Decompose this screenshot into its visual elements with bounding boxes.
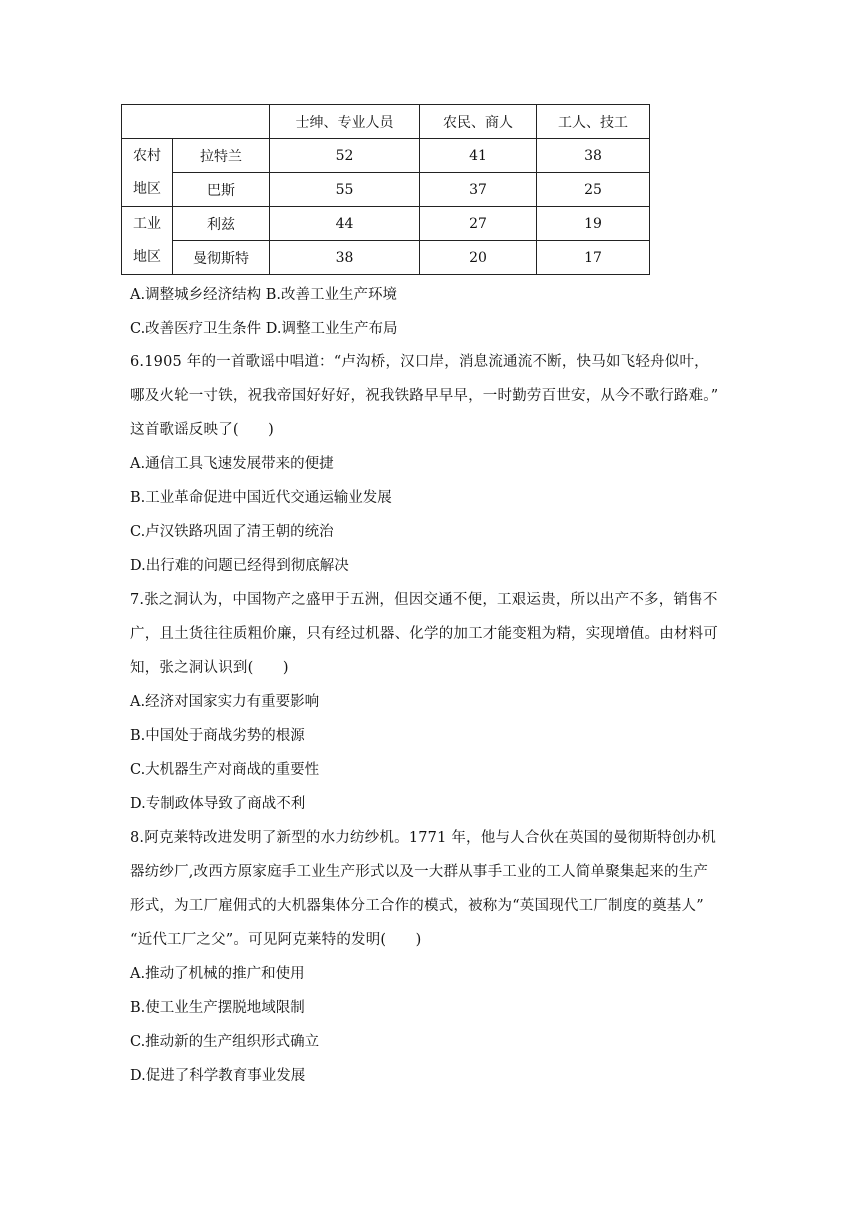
region-label: 地区 [133, 248, 161, 265]
region-label: 工业 [133, 215, 161, 232]
city-cell: 利兹 [173, 207, 270, 241]
value-cell: 19 [537, 207, 650, 241]
value-cell: 52 [270, 139, 420, 173]
q8-stem-line: 形式，为工厂雇佣式的大机器集体分工合作的模式，被称为“英国现代工厂制度的奠基人” [130, 898, 704, 914]
q7-option-d: D.专制政体导致了商战不利 [130, 796, 306, 812]
table-row [122, 139, 650, 173]
q5-options-line-1: A.调整城乡经济结构 B.改善工业生产环境 [130, 287, 397, 303]
city-cell: 巴斯 [173, 173, 270, 207]
value-cell: 20 [420, 241, 537, 275]
city-cell: 曼彻斯特 [173, 241, 270, 275]
q5-options-line-2: C.改善医疗卫生条件 D.调整工业生产布局 [130, 321, 398, 337]
q6-stem-line: 哪及火轮一寸铁，祝我帝国好好好，祝我铁路早早早，一时勤劳百世安，从今不歌行路难。” [130, 388, 719, 404]
q7-stem-line: 广，且土货往往质粗价廉，只有经过机器、化学的加工才能变粗为精，实现增值。由材料可 [130, 626, 718, 642]
q7-stem-line: 7.张之洞认为，中国物产之盛甲于五洲，但因交通不便，工艰运贵，所以出产不多，销售不 [130, 592, 718, 608]
q8-option-a: A.推动了机械的推广和使用 [130, 966, 305, 982]
value-cell: 38 [270, 241, 420, 275]
region-cell-industrial [122, 207, 173, 275]
q7-stem-line: 知，张之洞认识到( ) [130, 660, 289, 676]
table-header-cell: 士绅、专业人员 [270, 105, 420, 139]
value-cell: 37 [420, 173, 537, 207]
region-cell-rural [122, 139, 173, 207]
table-header-cell: 工人、技工 [537, 105, 650, 139]
q8-stem-line: “近代工厂之父”。可见阿克莱特的发明( ) [130, 932, 422, 948]
q6-option-b: B.工业革命促进中国近代交通运输业发展 [130, 490, 392, 506]
region-label: 农村 [133, 147, 161, 164]
value-cell: 17 [537, 241, 650, 275]
value-cell: 38 [537, 139, 650, 173]
table-row [122, 241, 650, 275]
q8-stem-line: 8.阿克莱特改进发明了新型的水力纺纱机。1771 年，他与人合伙在英国的曼彻斯特创办机 [130, 830, 716, 846]
region-label: 地区 [133, 180, 161, 197]
value-cell: 27 [420, 207, 537, 241]
table-row [122, 207, 650, 241]
q7-option-b: B.中国处于商战劣势的根源 [130, 728, 305, 744]
q7-option-c: C.大机器生产对商战的重要性 [130, 762, 320, 778]
q8-stem-line: 器纺纱厂,改西方原家庭手工业生产形式以及一大群从事手工业的工人简单聚集起来的生产 [130, 864, 709, 880]
q8-option-b: B.使工业生产摆脱地域限制 [130, 1000, 305, 1016]
value-cell: 44 [270, 207, 420, 241]
table-row [122, 173, 650, 207]
q6-option-d: D.出行难的问题已经得到彻底解决 [130, 558, 349, 574]
q6-option-a: A.通信工具飞速发展带来的便捷 [130, 456, 334, 472]
statistics-table [121, 104, 650, 275]
q8-option-d: D.促进了科学教育事业发展 [130, 1068, 306, 1084]
value-cell: 41 [420, 139, 537, 173]
table-header-row [122, 105, 650, 139]
table-header-empty [122, 105, 270, 139]
table-header-cell: 农民、商人 [420, 105, 537, 139]
q7-option-a: A.经济对国家实力有重要影响 [130, 694, 320, 710]
value-cell: 55 [270, 173, 420, 207]
q6-stem-line: 6.1905 年的一首歌谣中唱道：“卢沟桥，汉口岸，消息流通流不断，快马如飞轻舟似叶， [130, 354, 709, 370]
q8-option-c: C.推动新的生产组织形式确立 [130, 1034, 320, 1050]
q6-option-c: C.卢汉铁路巩固了清王朝的统治 [130, 524, 334, 540]
value-cell: 25 [537, 173, 650, 207]
q6-stem-line: 这首歌谣反映了( ) [130, 422, 275, 438]
city-cell: 拉特兰 [173, 139, 270, 173]
